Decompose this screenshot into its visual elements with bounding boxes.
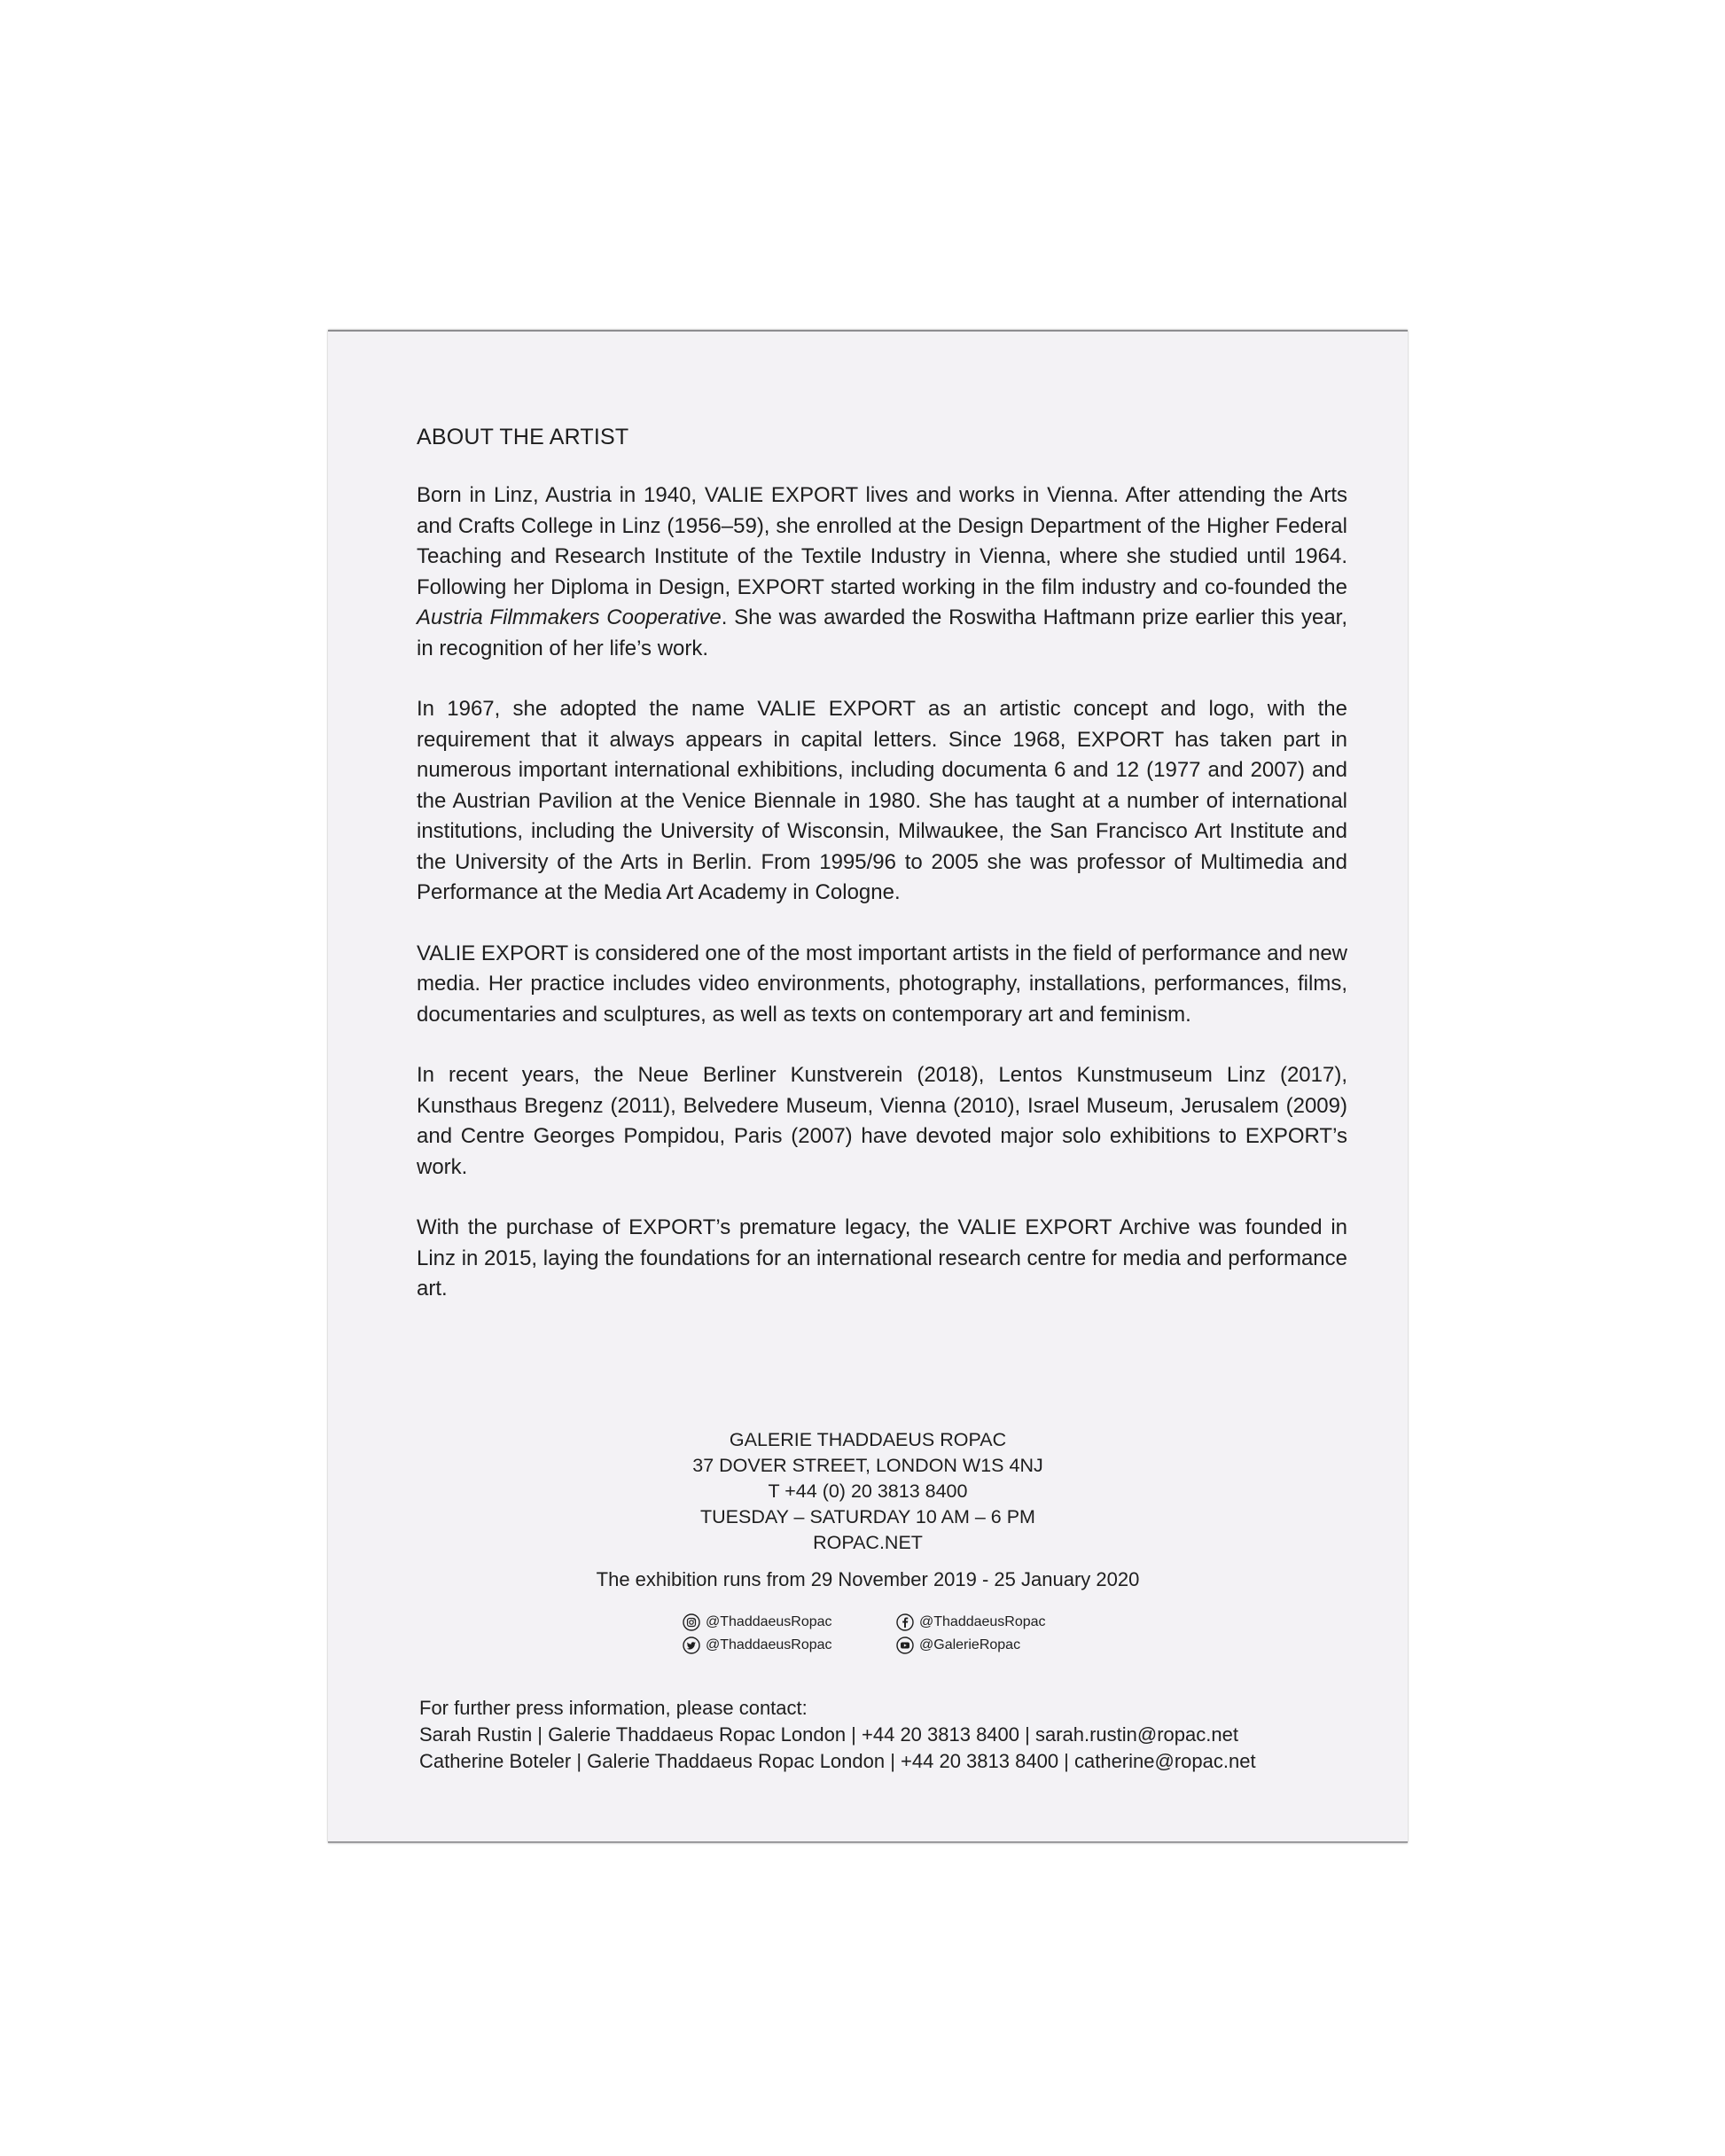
social-youtube — [896, 1637, 1064, 1654]
paragraph-practice: VALIE EXPORT is considered one of the most important artists in the field of performance and new media. Her practice includes video environments, photography, installations, performances, films, documentaries and sculptures, as well as texts on contemporary art and feminism. — [417, 941, 1347, 1027]
instagram-icon — [683, 1613, 700, 1631]
press-contact-catherine-boteler: Catherine Boteler | Galerie Thaddaeus Ropac London | +44 20 3813 8400 | catherine@ropac.net — [419, 1750, 1256, 1772]
youtube-handle: @GalerieRopac — [919, 1637, 1021, 1652]
paragraph-exhibitions: In recent years, the Neue Berliner Kunstverein (2018), Lentos Kunstmuseum Linz (2017), Kunsthaus Bregenz (2011), Belvedere Museum, Vienna (2010), Israel Museum, Jerusalem (2009) and Centre Georges Pompidou, Paris (2007) have devoted major solo exhibitions to EXPORT’s work. — [417, 1063, 1347, 1179]
social-facebook — [896, 1613, 1064, 1631]
gallery-website: ROPAC.NET — [813, 1532, 923, 1553]
about-section — [417, 425, 1347, 1305]
paragraph-career: In 1967, she adopted the name VALIE EXPORT as an artistic concept and logo, with the requirement that it always appears in capital letters. Since 1968, EXPORT has taken part in numerous important international exhibitions, including documenta 6 and 12 (1977 and 2007) and the Austrian Pavilion at the Venice Biennale in 1980. She has taught at a number of international institutions, including the University of Wisconsin, Milwaukee, the San Francisco Art Institute and the University of the Arts in Berlin. From 1995/96 to 2005 she was professor of Multimedia and Performance at the Media Art Academy in Cologne. — [417, 697, 1347, 904]
youtube-icon — [896, 1637, 914, 1654]
gallery-name: GALERIE THADDAEUS ROPAC — [729, 1429, 1007, 1450]
facebook-handle: @ThaddaeusRopac — [919, 1614, 1046, 1629]
facebook-icon — [896, 1613, 914, 1631]
twitter-handle: @ThaddaeusRopac — [706, 1637, 832, 1652]
document-page — [328, 330, 1408, 1843]
section-heading: ABOUT THE ARTIST — [417, 425, 629, 449]
gallery-info — [328, 1427, 1408, 1556]
instagram-handle: @ThaddaeusRopac — [706, 1614, 832, 1629]
gallery-hours: TUESDAY – SATURDAY 10 AM – 6 PM — [700, 1506, 1035, 1527]
gallery-address: 37 DOVER STREET, LONDON W1S 4NJ — [692, 1455, 1043, 1476]
press-intro: For further press information, please contact: — [419, 1697, 808, 1719]
paragraph-biography-text-a: Born in Linz, Austria in 1940, VALIE EXPORT lives and works in Vienna. After attending the Arts and Crafts College in Linz (1956–59), she enrolled at the Design Department of the Higher Federal Teaching and Research Institute of the Textile Industry in Vienna, where she studied until 1964. Following her Diploma in Design, EXPORT started working in the film industry and co-founded the — [417, 483, 1347, 599]
social-twitter — [683, 1637, 850, 1654]
cooperative-name: Austria Filmmakers Cooperative — [417, 605, 722, 629]
twitter-icon — [683, 1637, 700, 1654]
paragraph-biography — [417, 480, 1347, 664]
paragraph-archive: With the purchase of EXPORT’s premature legacy, the VALIE EXPORT Archive was founded in Linz in 2015, laying the foundations for an international research centre for media and performance art. — [417, 1215, 1347, 1301]
social-instagram — [683, 1613, 850, 1631]
gallery-phone: T +44 (0) 20 3813 8400 — [768, 1480, 968, 1502]
press-contacts — [419, 1695, 1256, 1775]
press-contact-sarah-rustin: Sarah Rustin | Galerie Thaddaeus Ropac London | +44 20 3813 8400 | sarah.rustin@ropac.net — [419, 1723, 1238, 1746]
social-handles — [683, 1613, 1064, 1654]
paragraph-biography-text-b: . She was awarded the Roswitha Haftmann prize earlier this year, in recognition of her life’s work. — [417, 605, 1347, 660]
exhibition-dates: The exhibition runs from 29 November 2019 - 25 January 2020 — [596, 1568, 1140, 1590]
